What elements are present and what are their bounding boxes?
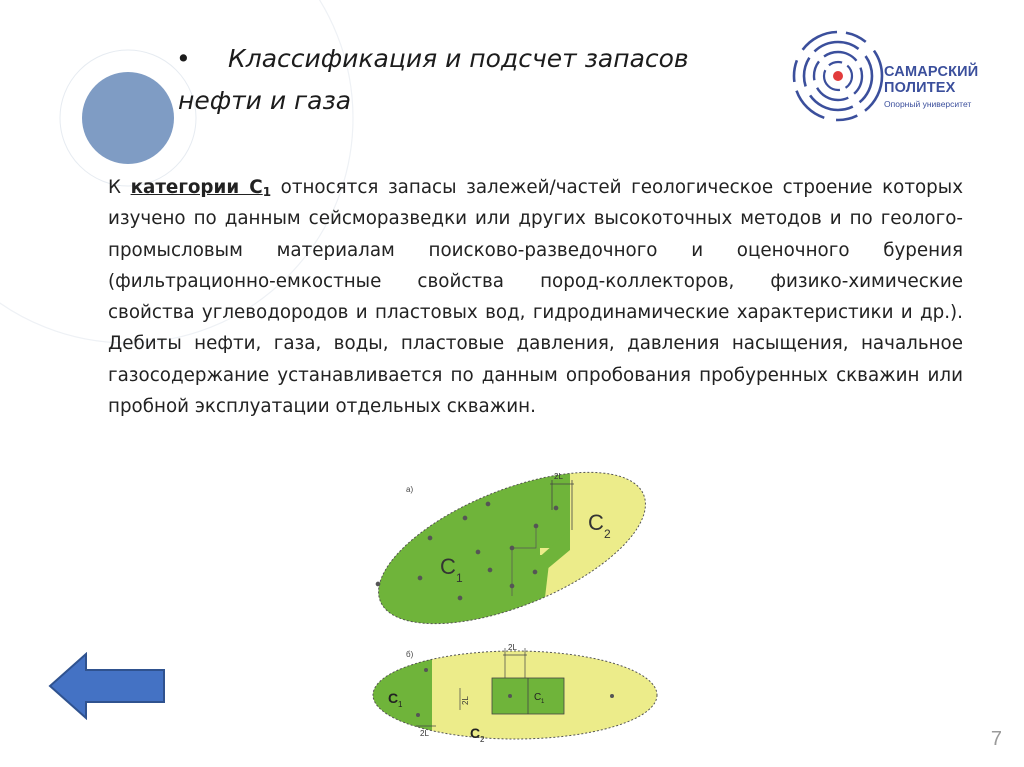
title-bullet: • bbox=[176, 44, 191, 73]
logo-subtitle: Опорный университет bbox=[884, 99, 972, 109]
category-keyword-subscript: 1 bbox=[262, 185, 272, 199]
logo-dot-icon bbox=[833, 71, 843, 81]
zone-b-c1-inner-sub: 1 bbox=[541, 699, 545, 705]
zone-b-c2-sub: 2 bbox=[480, 735, 485, 744]
page-number: 7 bbox=[990, 728, 1002, 750]
body-text: относятся запасы залежей/частей геологическое строение которых изучено по данным сейсморазведки или других высокоточных методов и по геолого-промысловым материалам поисково-разведочного и оценочного бурения (фильтрационно-емкостные свойства пород-коллекторов, физико-химические свойства углеводородов и пластовых вод, гидродинамические характеристики и др.). Дебиты нефти, газа, воды, пластовые давления, давления насыщения, начальное газосодержание устанавливается по данным опробования пробуренных скважин или пробной эксплуатации отдельных скважин. bbox=[108, 177, 964, 418]
category-keyword-text: категории С bbox=[130, 177, 263, 198]
body-paragraph bbox=[108, 172, 963, 422]
slide-title bbox=[172, 38, 772, 122]
dim-b-top-label: 2L bbox=[508, 643, 517, 652]
left-arrow-icon bbox=[50, 654, 164, 718]
zone-a-c1-letter: C bbox=[440, 554, 456, 579]
logo-name: САМАРСКИЙ ПОЛИТЕХ bbox=[884, 64, 979, 96]
dim-b-bottom-label: 2L bbox=[420, 729, 429, 738]
zone-b-c1-letter: C bbox=[388, 690, 399, 706]
zone-a-c1-sub: 1 bbox=[456, 571, 463, 585]
title-text-1: Классификация и подсчет запасов bbox=[228, 44, 689, 73]
zone-b-c2-letter: C bbox=[470, 725, 481, 741]
panel-a-label: а) bbox=[406, 485, 414, 494]
zone-a-c2-sub: 2 bbox=[604, 527, 611, 541]
dim-b-left-label: 2L bbox=[461, 696, 470, 705]
body-prefix: К bbox=[108, 177, 131, 198]
zone-b-c1-sub: 1 bbox=[398, 700, 403, 709]
dim-a-label: 2L bbox=[554, 472, 563, 481]
panel-b-label: б) bbox=[406, 650, 414, 659]
panel-a bbox=[360, 460, 670, 655]
zone-a-c1-fill bbox=[360, 460, 570, 560]
reserves-diagram bbox=[360, 460, 670, 760]
decor-circle bbox=[82, 72, 174, 164]
title-line-2: нефти и газа bbox=[178, 86, 352, 115]
back-arrow-button[interactable] bbox=[46, 652, 168, 720]
category-keyword bbox=[131, 177, 271, 198]
zone-a-c2-letter: C bbox=[588, 510, 604, 535]
panel-b bbox=[360, 640, 670, 760]
title-line-1 bbox=[172, 38, 772, 80]
zone-b-c1-inner-letter: C bbox=[534, 692, 542, 703]
